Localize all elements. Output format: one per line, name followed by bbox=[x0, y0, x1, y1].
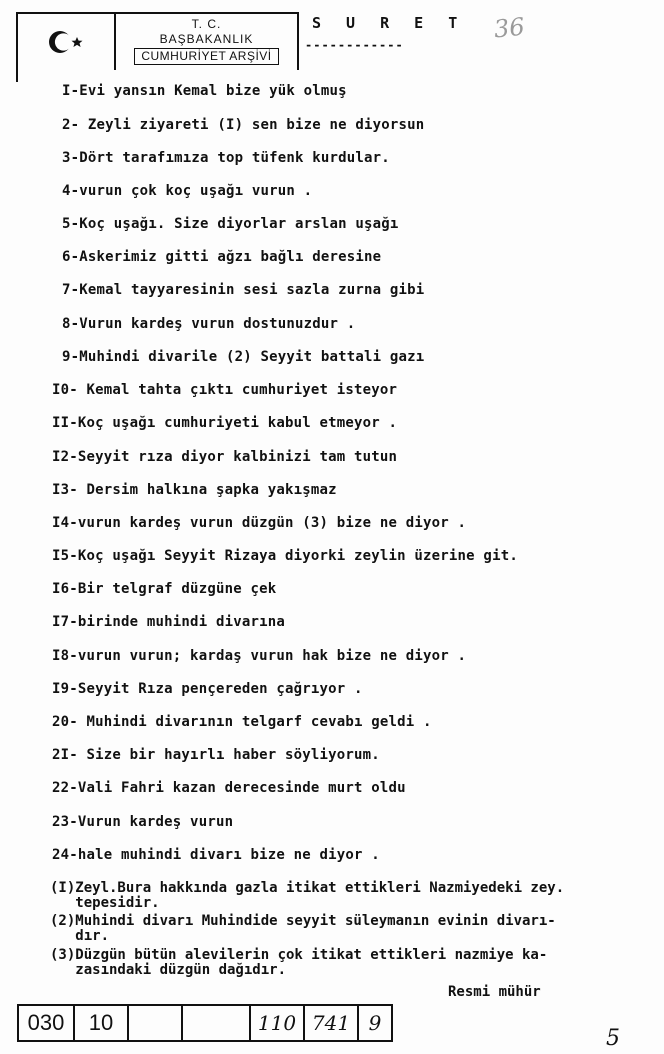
poem-line: I3- Dersim halkına şapka yakışmaz bbox=[52, 482, 337, 498]
poem-line: I4-vurun kardeş vurun düzgün (3) bize ne diyor . bbox=[52, 515, 467, 531]
footnote-3-cont: zasındaki düzgün dağıdır. bbox=[50, 962, 287, 978]
poem-line: I0- Kemal tahta çıktı cumhuriyet isteyor bbox=[52, 382, 398, 398]
code-box: 10 bbox=[73, 1004, 127, 1042]
official-seal-note: Resmi mühür bbox=[448, 984, 541, 1000]
poem-line: 9-Muhindi divarile (2) Seyyit battali gazı bbox=[62, 349, 425, 365]
poem-line: I8-vurun vurun; kardaş vurun hak bize ne diyor . bbox=[52, 648, 467, 664]
poem-line: I2-Seyyit rıza diyor kalbinizi tam tutun bbox=[52, 449, 398, 465]
poem-line: 3-Dört tarafımıza top tüfenk kurdular. bbox=[62, 150, 390, 166]
poem-line: 24-hale muhindi divarı bize ne diyor . bbox=[52, 847, 380, 863]
poem-line: 20- Muhindi divarının telgarf cevabı geldi . bbox=[52, 714, 432, 730]
code-box bbox=[181, 1004, 249, 1042]
poem-line: 7-Kemal tayyaresinin sesi sazla zurna gibi bbox=[62, 282, 425, 298]
footnote-2: (2)Muhindi divarı Muhindide seyyit süleymanın evinin divarı- bbox=[50, 913, 556, 929]
poem-line: II-Koç uşağı cumhuriyeti kabul etmeyor . bbox=[52, 415, 398, 431]
stamp-line-3: CUMHURİYET ARŞİVİ bbox=[134, 48, 278, 65]
poem-line: 22-Vali Fahri kazan derecesinde murt oldu bbox=[52, 780, 406, 796]
document-title: S U R E T bbox=[312, 14, 466, 32]
poem-line: 2I- Size bir hayırlı haber söyliyorum. bbox=[52, 747, 380, 763]
stamp-border-left bbox=[16, 12, 18, 82]
code-box: 9 bbox=[357, 1004, 393, 1042]
code-box: 030 bbox=[17, 1004, 73, 1042]
poem-line: 5-Koç uşağı. Size diyorlar arslan uşağı bbox=[62, 216, 399, 232]
footnote-1: (I)Zeyl.Bura hakkında gazla itikat ettikleri Nazmiyedeki zey. bbox=[50, 880, 565, 896]
footnote-1-cont: tepesidir. bbox=[50, 895, 160, 911]
handwritten-mark: 36 bbox=[492, 12, 526, 44]
page-number: 5 bbox=[606, 1026, 620, 1051]
stamp-line-1: T. C. bbox=[191, 17, 222, 31]
poem-line: I9-Seyyit Rıza pençereden çağrıyor . bbox=[52, 681, 363, 697]
footnote-3: (3)Düzgün bütün alevilerin çok itikat ettikleri nazmiye ka- bbox=[50, 947, 548, 963]
code-box: 110 bbox=[249, 1004, 303, 1042]
crescent-star-icon bbox=[18, 14, 116, 70]
footnote-2-cont: dır. bbox=[50, 928, 110, 944]
title-rule: ------------ bbox=[305, 38, 404, 52]
poem-line: I6-Bir telgraf düzgüne çek bbox=[52, 581, 277, 597]
poem-line: I-Evi yansın Kemal bize yük olmuş bbox=[62, 83, 347, 99]
poem-line: I5-Koç uşağı Seyyit Rizaya diyorki zeylin üzerine git. bbox=[52, 548, 518, 564]
archive-code-boxes bbox=[17, 1004, 393, 1040]
code-box bbox=[127, 1004, 181, 1042]
poem-line: 6-Askerimiz gitti ağzı bağlı deresine bbox=[62, 249, 382, 265]
poem-line: 23-Vurun kardeş vurun bbox=[52, 814, 234, 830]
stamp-line-2: BAŞBAKANLIK bbox=[159, 32, 254, 46]
stamp-text bbox=[116, 14, 297, 73]
poem-line: I7-birinde muhindi divarına bbox=[52, 614, 285, 630]
code-box: 741 bbox=[303, 1004, 357, 1042]
poem-line: 2- Zeyli ziyareti (I) sen bize ne diyorsun bbox=[62, 117, 425, 133]
poem-line: 4-vurun çok koç uşağı vurun . bbox=[62, 183, 313, 199]
archive-stamp bbox=[16, 12, 299, 70]
poem-line: 8-Vurun kardeş vurun dostunuzdur . bbox=[62, 316, 356, 332]
